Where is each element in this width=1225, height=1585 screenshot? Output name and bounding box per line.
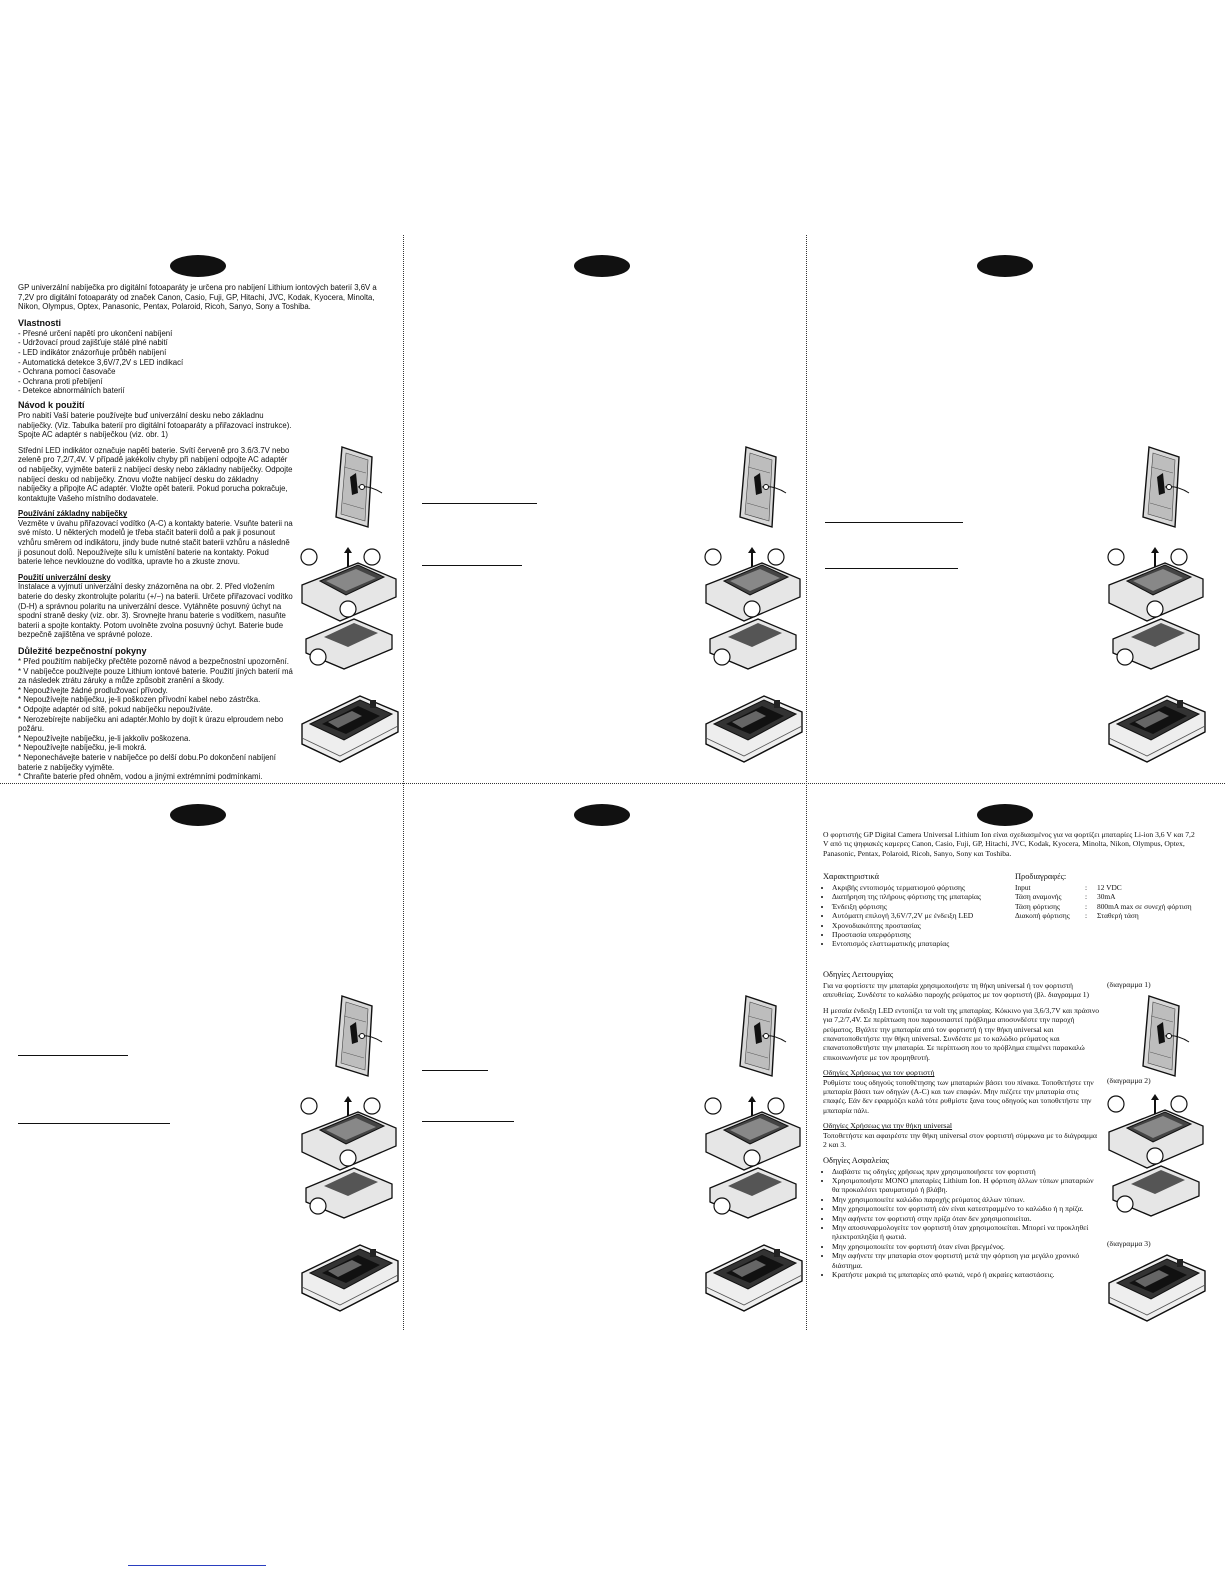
list-item: • Μην χρησιμοποιείτε καλώδιο παροχής ρεύματος άλλων τύπων.	[832, 1195, 1101, 1204]
footer-link-underline	[128, 1565, 266, 1566]
panel-4	[0, 784, 405, 1330]
spec-value: 800mA max σε συνεχή φόρτιση	[1097, 901, 1192, 911]
safety-heading: Οδηγίες Ασφαλείας	[823, 1155, 890, 1165]
universal-plate-icon	[704, 545, 804, 685]
list-item: - Ochrana pomocí časovače	[18, 367, 293, 377]
heading-underline	[422, 503, 537, 504]
list-item: * Nepoužívejte nabíječku, je-li jakkoliv poškozena.	[18, 734, 293, 744]
universal-plate-icon	[704, 1094, 804, 1234]
czech-text	[18, 283, 377, 781]
universal-plate-icon	[1107, 545, 1207, 685]
plate-paragraph: Τοποθετήστε και αφαιρέστε την θήκη universal στον φορτιστή σύμφωνα με το διάγραμμα 2 και 3.	[823, 1130, 1098, 1150]
adapter-figure	[1135, 992, 1195, 1085]
plate-figure	[704, 1094, 804, 1239]
spec-key: Τάση αναμονής	[1015, 892, 1062, 902]
charger-base-icon	[1107, 1249, 1207, 1329]
table-row: Input : 12 VDC	[1015, 883, 1201, 892]
universal-plate-icon	[1107, 1092, 1207, 1232]
universal-plate-icon	[300, 545, 400, 685]
adapter-figure	[1135, 443, 1195, 536]
list-item: • Διατήρηση της πλήρους φόρτισης της μπαταρίας	[832, 892, 1008, 901]
diagram-3-caption: (διαγραμμα 3)	[1107, 1239, 1151, 1248]
specs-table	[1015, 883, 1201, 921]
specs-heading: Προδιαγραφές:	[1015, 872, 1067, 881]
spec-key: Διακοπή φόρτισης	[1015, 911, 1070, 921]
list-item: * V nabíječce používejte pouze Lithium iontové baterie. Použití jiných baterií má za následek ztrátu záruky a může způsobit zranění a škody.	[18, 667, 293, 686]
list-item: • Προστασία υπερφόρτισης	[832, 930, 1008, 939]
list-item: • Μην αποσυναρμολογείτε τον φορτιστή όταν χρησιμοποιείται. Μπορεί να προκληθεί ηλεκτροπληξία ή φωτιά.	[832, 1223, 1101, 1242]
charger-base-icon	[1107, 690, 1207, 770]
features-heading: Χαρακτηριστικά	[823, 872, 880, 881]
adapter-figure	[732, 443, 792, 536]
charger-figure	[704, 1239, 804, 1324]
greek-body	[823, 966, 1101, 1283]
language-badge	[170, 804, 226, 826]
list-item: • Κρατήστε μακριά τις μπαταρίες από φωτιά, νερό ή ακραίες καταστάσεις.	[832, 1270, 1101, 1279]
heading-underline	[422, 565, 522, 566]
charger-figure	[1107, 1249, 1207, 1330]
plate-heading: Použití univerzální desky	[18, 572, 111, 582]
list-item: • Εντοπισμός ελαττωματικής μπαταρίας	[832, 939, 1008, 948]
list-item: * Neponechávejte baterie v nabíječce po delší dobu.Po dokončení nabíjení baterie z nabíječky vyjměte.	[18, 753, 293, 772]
list-item: - Detekce abnormálních baterií	[18, 386, 293, 396]
spec-key: Τάση φόρτισης	[1015, 901, 1060, 911]
usage-paragraph-2: Η μεσαία ένδειξη LED εντοπίζει τα volt της μπαταρίας. Κόκκινο για 3,6/3,7V και πράσινο για 7,2/7,4V. Σε περίπτωση που παρουσιαστεί πρόβλημα αποσυνδέστε την παροχή ρεύματος. Βγάλτε την μπαταρία από τον φορτιστή ή την θήκη universal και επανατοποθετήστε την θήκη universal. Συνδέστε με το καλώδιο ρεύματος και επανατοποθετήστε την μπαταρία. Σε περίπτωση που το πρόβλημα επιμένει παρακαλώ επικοινωνήστε με τον προμηθευτή.	[823, 1005, 1100, 1062]
heading-underline	[825, 522, 963, 523]
language-badge	[574, 804, 630, 826]
list-item: • Αυτόματη επιλογή 3,6V/7,2V με ένδειξη LED	[832, 911, 1008, 920]
language-badge	[574, 255, 630, 277]
list-item: - Ochrana proti přebíjení	[18, 377, 293, 387]
charger-figure	[300, 690, 400, 775]
charger-base-icon	[300, 1239, 400, 1319]
list-item: - Automatická detekce 3,6V/7,2V s LED indikací	[18, 358, 293, 368]
list-item: • Μην χρησιμοποιείτε τον φορτιστή όταν είναι βρεγμένος.	[832, 1242, 1101, 1251]
adapter-figure	[328, 443, 388, 536]
diagram-2-caption: (διαγραμμα 2)	[1107, 1076, 1151, 1085]
greek-specs	[1015, 868, 1201, 921]
list-item: * Nerozebírejte nabíječku ani adaptér.Mohlo by dojít k úrazu elproudem nebo požáru.	[18, 715, 293, 734]
language-badge	[977, 255, 1033, 277]
table-row: Τάση φόρτισης : 800mA max σε συνεχή φόρτιση	[1015, 902, 1201, 911]
panel-greek	[807, 784, 1212, 1330]
list-item: • Ακριβής εντοπισμός τερματισμού φόρτισης	[832, 883, 1008, 892]
list-item: * Nepoužívejte nabíječku, je-li mokrá.	[18, 743, 293, 753]
list-item: * Nepoužívejte nabíječku, je-li poškozen přívodní kabel nebo zástrčka.	[18, 695, 293, 705]
panel-2	[404, 235, 809, 781]
heading-underline	[422, 1070, 488, 1071]
charger-figure	[300, 1239, 400, 1324]
heading-underline	[422, 1121, 514, 1122]
adapter-figure	[732, 992, 792, 1085]
usage-paragraph-2: Střední LED indikátor označuje napětí baterie. Svítí červeně pro 3.6/3.7V nebo zeleně pro 7,2/7,4V. V případě jakékoliv chyby při nabíjení odpojte AC adaptér od nabíječky, vyjměte baterii z nabíjecí desky nebo základny nabíječky. Odpojte nabíjecí desku od nabíječky. Znovu vložte nabíjecí desku do základny nabíječky a připojte AC adaptér. Vložte opět baterii. Pokud porucha pokračuje, kontaktujte Vašeho místního dodavatele.	[18, 445, 293, 503]
features-heading: Vlastnosti	[18, 317, 62, 328]
plate-figure	[1107, 545, 1207, 690]
language-badge	[170, 255, 226, 277]
spec-value: 30mA	[1097, 892, 1116, 902]
plate-figure	[300, 1094, 400, 1239]
list-item: - Udržovací proud zajišťuje stálé plné nabití	[18, 338, 293, 348]
ac-adapter-icon	[732, 992, 792, 1080]
list-item: • Χρησιμοποιήστε ΜΟΝΟ μπαταρίες Lithium Ion. Η φόρτιση άλλων τύπων μπαταριών θα προκαλέσει τραυματισμό ή βλάβη.	[832, 1176, 1101, 1195]
diagram-1-caption: (διαγραμμα 1)	[1107, 980, 1151, 989]
heading-underline	[18, 1055, 128, 1056]
intro-text: GP univerzální nabíječka pro digitální fotoaparáty je určena pro nabíjení Lithium iontových baterií 3,6V a 7,2V pro digitální fotoaparáty od značek Canon, Casio, Fuji, GP, Hitachi, JVC, Kodak, Kyocera, Minolta, Nikon, Olympus, Optex, Panasonic, Pentax, Polaroid, Ricoh, Sanyo, Sony a Toshiba.	[18, 283, 377, 312]
ac-adapter-icon	[1135, 992, 1195, 1080]
spec-value: Σταθερή τάση	[1097, 911, 1139, 921]
intro-text: Ο φορτιστής GP Digital Camera Universal Lithium Ion είναι σχεδιασμένος για να φορτίζει μπαταρίες Li-ion 3,6 V και 7,2 V από τις ψηφιακές καμερες Canon, Casio, Fuji, GP, Hitachi, JVC, Kodak, Kyocera, Minolta, Nikon, Olympus, Optex, Panasonic, Pentax, Polaroid, Ricoh, Sanyo, Sony και Toshiba.	[823, 830, 1195, 858]
greek-features	[823, 868, 1008, 953]
list-item: • Διαβάστε τις οδηγίες χρήσεως πριν χρησιμοποιήσετε τον φορτιστή	[832, 1167, 1101, 1176]
safety-list	[18, 657, 293, 781]
list-item: • Μην αφήνετε τον φορτιστή στην πρίζα όταν δεν χρησιμοποιείται.	[832, 1214, 1101, 1223]
ac-adapter-icon	[732, 443, 792, 531]
base-heading: Používání základny nabíječky	[18, 509, 128, 519]
list-item: * Před použitím nabíječky přečtěte pozorně návod a bezpečnostní upozornění.	[18, 657, 293, 667]
list-item: - LED indikátor znázorňuje průběh nabíjení	[18, 348, 293, 358]
plate-figure	[1107, 1092, 1207, 1237]
manual-sheet	[0, 235, 1225, 1330]
charger-base-icon	[704, 690, 804, 770]
list-item: * Nepoužívejte žádné prodlužovací přívody.	[18, 686, 293, 696]
table-row: Τάση αναμονής : 30mA	[1015, 892, 1201, 901]
usage-paragraph-1: Pro nabití Vaší baterie používejte buď univerzální desku nebo základnu nabíječky. (Viz. Tabulka baterií pro digitální fotoaparáty a přiřazovací instrukce). Spojte AC adaptér s nabíječkou (viz. obr. 1)	[18, 410, 292, 440]
plate-figure	[300, 545, 400, 690]
charger-figure	[1107, 690, 1207, 775]
charger-heading: Οδηγίες Χρήσεως για τον φορτιστή	[823, 1068, 935, 1078]
charger-base-icon	[300, 690, 400, 770]
list-item: • Ένδειξη φόρτισης	[832, 902, 1008, 911]
universal-plate-icon	[300, 1094, 400, 1234]
usage-heading: Οδηγίες Λειτουργίας	[823, 970, 894, 979]
greek-intro	[823, 830, 1199, 864]
spec-value: 12 VDC	[1097, 883, 1122, 892]
list-item: - Přesné určení napětí pro ukončení nabíjení	[18, 329, 293, 339]
plate-figure	[704, 545, 804, 690]
adapter-figure	[328, 992, 388, 1085]
table-row: Διακοπή φόρτισης : Σταθερή τάση	[1015, 911, 1201, 920]
ac-adapter-icon	[328, 443, 388, 531]
safety-list	[823, 1167, 1101, 1280]
list-item: * Chraňte baterie před ohněm, vodou a jinými extrémními podmínkami.	[18, 772, 293, 781]
usage-paragraph-1: Για να φορτίσετε την μπαταρία χρησιμοποιήστε τη θήκη universal ή τον φορτιστή απευθείας. Συνδέστε το καλώδιο παροχής ρεύματος με τον φορτιστή (βλ. διαγραμμα 1)	[823, 981, 1090, 1000]
panel-5	[404, 784, 809, 1330]
list-item: * Odpojte adaptér od sítě, pokud nabíječku nepoužíváte.	[18, 705, 293, 715]
language-badge	[977, 804, 1033, 826]
panel-3	[807, 235, 1212, 781]
ac-adapter-icon	[328, 992, 388, 1080]
ac-adapter-icon	[1135, 443, 1195, 531]
heading-underline	[825, 568, 958, 569]
list-item: • Μην αφήνετε την μπαταρία στον φορτιστή μετά την φόρτιση για μεγάλο χρονικό διάστημα.	[832, 1251, 1101, 1270]
heading-underline	[18, 1123, 170, 1124]
charger-figure	[704, 690, 804, 775]
spec-key: Input	[1015, 883, 1031, 892]
features-list	[18, 329, 293, 396]
charger-base-icon	[704, 1239, 804, 1319]
base-paragraph: Vezměte v úvahu přiřazovací vodítko (A-C) a kontakty baterie. Vsuňte baterii na své místo. U některých modelů je třeba stačit baterii dolů a pak ji posunout vzhůru směrem od indikátoru, jindy bude nutné stačit baterii vzhůru a následně ji posunout dolů. Nepoužívejte sílu k umístění baterie na kontakty. Pokud baterie lehce nevklouzne do vodítka, upravte ho a zkuste znovu.	[18, 518, 293, 567]
charger-paragraph: Ρυθμίστε τους οδηγούς τοποθέτησης των μπαταριών βάσει του πίνακα. Τοποθετήστε την μπαταρία βάσει των οδηγών (A-C) και των επαφών. Μην πιέζετε την μπαταρία στις επαφές. Εάν δεν εφαρμόζει καλά τότε ρυθμίστε ξανα τους οδηγούς και τοποθετήστε την μπαταρία πάλι.	[823, 1077, 1094, 1115]
list-item: • Μην χρησιμοποιείτε τον φορτιστή εάν είναι κατεστραμμένο το καλώδιο ή η πρίζα.	[832, 1204, 1101, 1213]
plate-paragraph: Instalace a vyjmutí univerzální desky znázorněna na obr. 2. Před vložením baterie do desky zkontrolujte polaritu (+/−) na baterii. Určete přiřazovací vodítko (D-H) a správnou polaritu na univerzální desce. Vytáhněte posuvný úchyt na spodní straně desky (viz. obr. 3). Srovnejte hranu baterie s vodítkem, nasuňte baterii a spojte kontakty. Potom uvolněte zvolna posuvný úchyt. Baterie bude bezpečně zajištěna ve správné poloze.	[18, 582, 293, 640]
usage-heading: Návod k použití	[18, 399, 85, 410]
panel-czech	[0, 235, 405, 781]
list-item: • Χρονοδιακόπτης προστασίας	[832, 921, 1008, 930]
safety-heading: Důležité bezpečnostní pokyny	[18, 646, 147, 656]
plate-heading: Οδηγίες Χρήσεως για την θήκη universal	[823, 1121, 953, 1131]
features-list	[823, 883, 1008, 949]
